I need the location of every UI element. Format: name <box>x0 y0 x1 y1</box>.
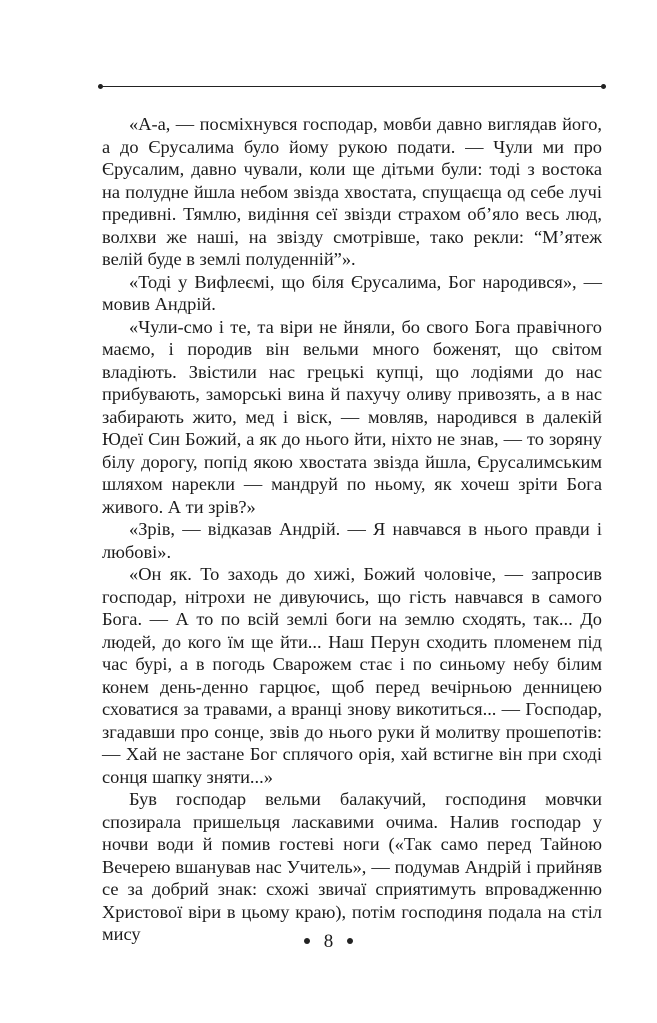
paragraph: Був господар вельми балакучий, господиня мовчки спозирала пришельця ласкавими очима. Налив господар у ночви води й помив гостеві ноги («Так само перед Тайною Вечерею вшанував нас Учитель», — подумав Андрій і прийняв се за добрий знак: схожі звичаї сприятимуть впровадженню Христової віри в цьому краю), потім господиня подала на стіл мису <box>102 789 602 944</box>
paragraph: «Он як. То заходь до хижі, Божий чоловіче, — запросив господар, нітрохи не дивуючись, що гість навчався в самого Бога. — А то по всій землі боги на землю сходять, так... До людей, до кого їм ще йти... Наш Перун сходить пломенем під час бурі, а в погодь Сварожем стає і по синьому небу білим конем день-денно гарцює, щоб перед вечірньою денницею сховатися за травами, а вранці знову викотиться... — Господар, згадавши про сонце, звів до нього руки й молитву прошепотів: — Хай не застане Бог сплячого орія, хай встигне він при сході сонця шапку зняти...» <box>102 564 602 787</box>
paragraph: «А-а, — посміхнувся господар, мовби давно виглядав його, а до Єрусалима було йому рукою подати. — Чули ми про Єрусалим, давно чували, коли ще дітьми були: тоді з востока на полудне йшла небом звізда хвостата, спущаєща од себе лучі предивні. Тямлю, видіння сеї звізди страхом об’яло весь люд, волхви же наші, на звізду смотрівше, тако рекли: “М’ятеж велій буде в землі полуденній”». <box>102 114 602 269</box>
page-number: 8 <box>323 931 334 952</box>
bullet-icon <box>347 938 353 944</box>
paragraph: «Зрів, — відказав Андрій. — Я навчався в нього правди і любові». <box>102 519 602 562</box>
body-text <box>102 113 602 946</box>
header-dot-right <box>601 84 606 89</box>
page-folio <box>0 930 657 954</box>
paragraph: «Чули-смо і те, та віри не йняли, бо свого Бога правічного маємо, і породив він вельми много боженят, що світом владіють. Звістили нас грецькі купці, що лодіями до нас прибувають, заморські вина й пахучу оливу привозять, а в нас забирають жито, мед і віск, — мовляв, народився в далекій Юдеї Син Божий, а як до нього йти, ніхто не знав, — то зоряну білу дорогу, попід якою хвостата звізда йшла, Єрусалимським шляхом нарекли — мандруй по ньому, як хочеш зріти Бога живого. А ти зрів?» <box>102 316 602 517</box>
header-rule <box>98 86 606 87</box>
paragraph: «Тоді у Вифлеємі, що біля Єрусалима, Бог народився», — мовив Андрій. <box>102 271 602 314</box>
bullet-icon <box>304 938 310 944</box>
header-dot-left <box>98 84 103 89</box>
